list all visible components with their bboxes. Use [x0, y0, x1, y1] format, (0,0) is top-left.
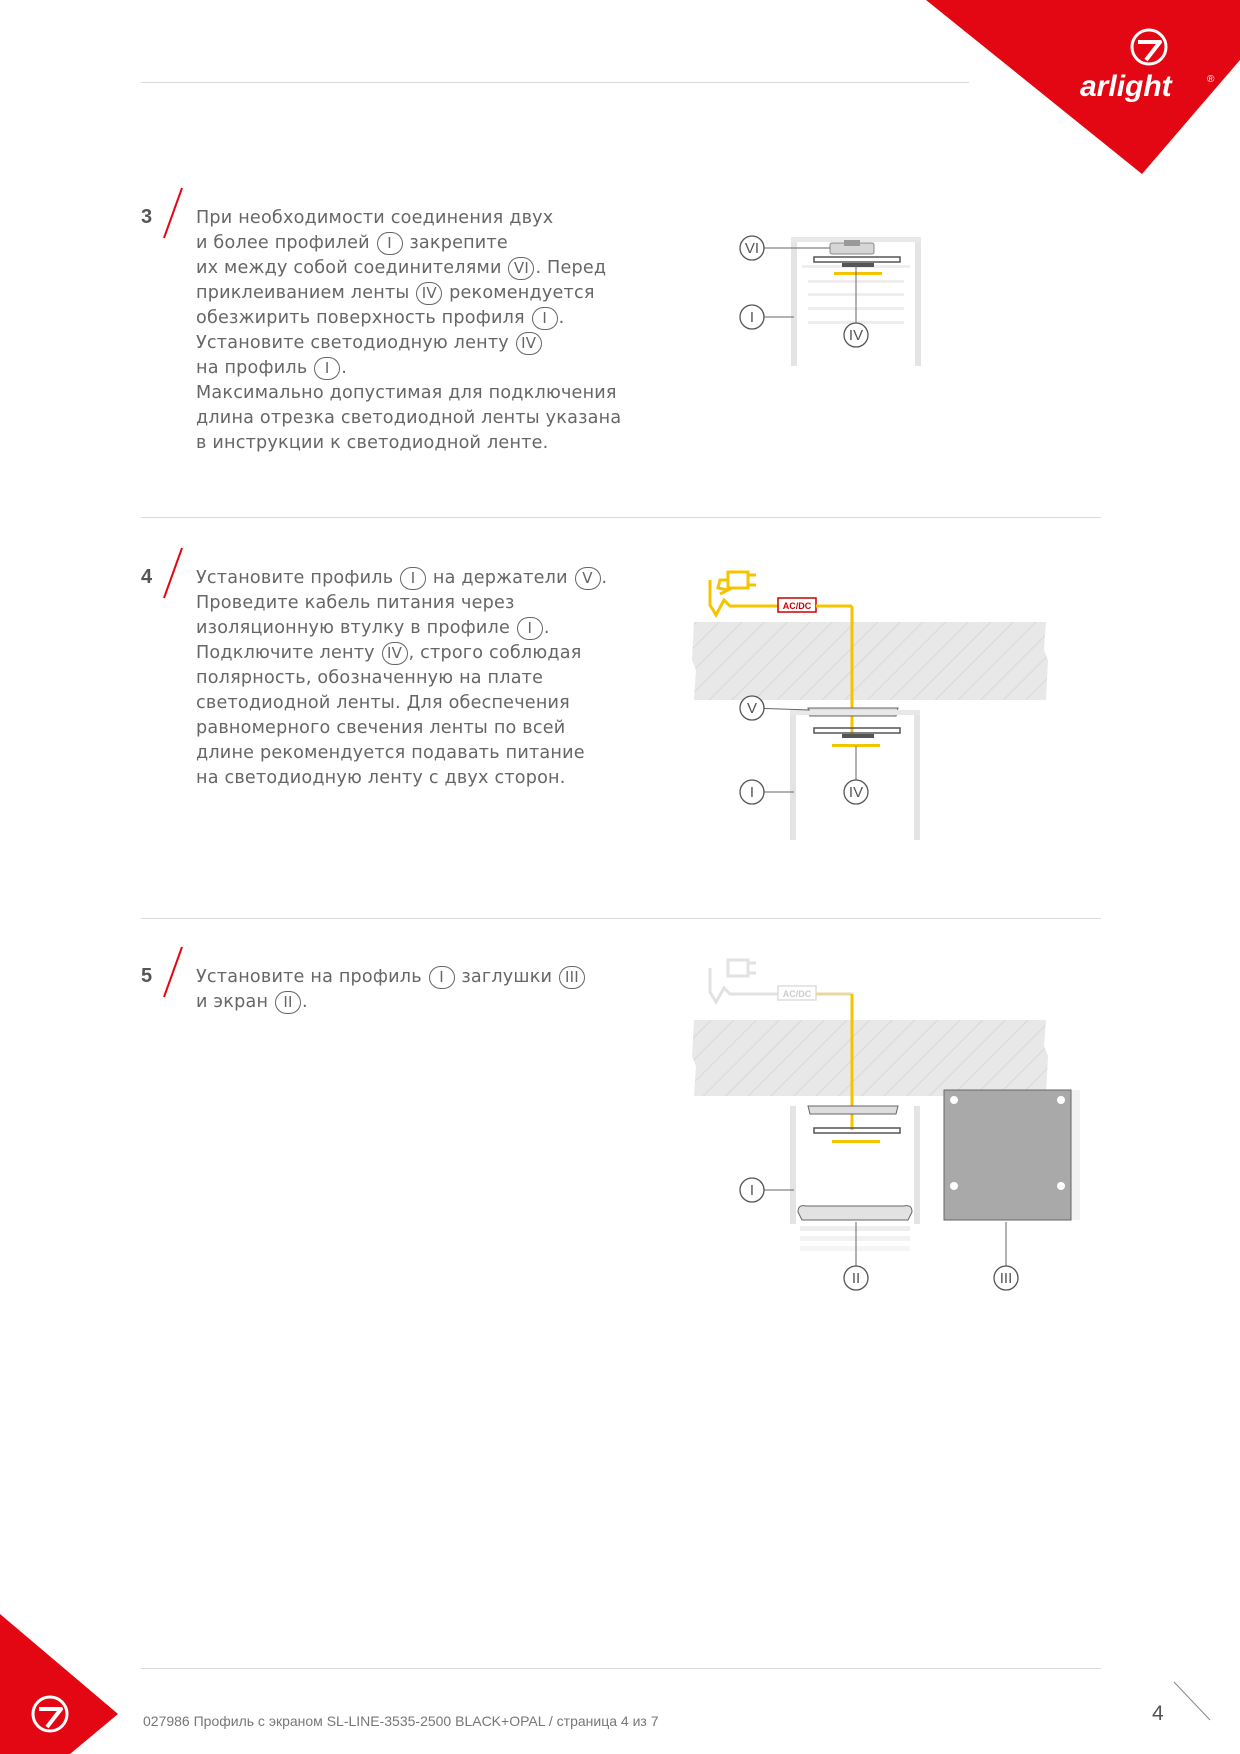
power-plug-icon [710, 572, 778, 615]
text-fragment: полярность, обозначенную на плате [196, 668, 544, 688]
text-fragment: . [558, 308, 565, 328]
step-3-text [196, 206, 621, 456]
callout-label: VI [744, 240, 760, 257]
section-divider [141, 517, 1101, 518]
text-line [196, 356, 621, 381]
callout-label: V [746, 700, 758, 717]
text-line [196, 716, 607, 741]
brand-registered-mark: ® [1207, 74, 1215, 85]
step-4-diagram [690, 560, 1050, 840]
inline-callout-ref: IV [516, 332, 542, 355]
callout-label: III [999, 1270, 1013, 1287]
text-fragment: . Перед [535, 258, 607, 278]
callout-III [994, 1266, 1018, 1290]
inline-callout-ref: VI [508, 257, 534, 280]
text-fragment: . [341, 358, 347, 378]
step-number: 5 [141, 965, 153, 987]
callout-I [740, 305, 764, 329]
text-line [196, 431, 621, 456]
text-fragment: изоляционную втулку в профиле [196, 618, 516, 638]
text-fragment: светодиодной ленты. Для обеспечения [196, 693, 570, 713]
callout-label: IV [848, 784, 864, 801]
text-fragment: . [601, 568, 608, 588]
text-fragment: длина отрезка светодиодной ленты указана [196, 408, 622, 428]
acdc-label: AC/DC [782, 989, 812, 999]
inline-callout-ref: I [377, 232, 403, 255]
text-line [196, 666, 607, 691]
text-fragment: Проведите кабель питания через [196, 593, 515, 613]
text-fragment: , строго соблюдая [408, 643, 582, 663]
text-line [196, 766, 607, 791]
page-number: 4 [1152, 1702, 1164, 1725]
inline-callout-ref: IV [416, 282, 442, 305]
text-fragment: Установите профиль [196, 568, 400, 588]
inline-callout-ref: I [400, 567, 426, 590]
inline-callout-ref: I [517, 617, 543, 640]
callout-label: I [749, 784, 755, 801]
callout-V [740, 696, 764, 720]
text-line [196, 256, 621, 281]
text-line [196, 990, 586, 1015]
end-cap [944, 1090, 1071, 1220]
step-4-text [196, 566, 607, 791]
text-line [196, 741, 607, 766]
text-line [196, 591, 607, 616]
text-fragment: закрепите [403, 233, 508, 253]
text-fragment: Установите на профиль [196, 967, 428, 987]
text-fragment: равномерного свечения ленты по всей [196, 718, 566, 738]
callout-II [844, 1266, 868, 1290]
text-fragment: заглушки [455, 967, 558, 987]
step-number: 3 [141, 206, 153, 228]
text-fragment: и экран [196, 992, 274, 1012]
step-3-diagram [730, 225, 930, 370]
text-fragment: на профиль [196, 358, 314, 378]
text-fragment: длине рекомендуется подавать питание [196, 743, 585, 763]
text-line [196, 641, 607, 666]
text-fragment: рекомендуется [443, 283, 595, 303]
step-slash-icon [160, 546, 186, 600]
footer-rule [141, 1668, 1101, 1669]
text-fragment: обезжирить поверхность профиля [196, 308, 531, 328]
brand-corner-bottom [0, 1614, 120, 1754]
text-fragment: в инструкции к светодиодной ленте. [196, 433, 549, 453]
callout-IV [844, 780, 868, 804]
text-line [196, 281, 621, 306]
footer-text: 027986 Профиль с экраном SL-LINE-3535-2500 BLACK+OPAL / страница 4 из 7 [143, 1713, 659, 1729]
callout-label: I [749, 1182, 755, 1199]
text-line [196, 331, 621, 356]
text-fragment: приклеиванием ленты [196, 283, 416, 303]
text-fragment: на держатели [427, 568, 574, 588]
text-fragment: . [543, 618, 550, 638]
inline-callout-ref: IV [382, 642, 408, 665]
acdc-label: AC/DC [782, 601, 812, 611]
callout-VI [740, 236, 764, 260]
callout-label: I [749, 309, 755, 326]
brand-corner-top [920, 0, 1240, 176]
section-divider [141, 918, 1101, 919]
text-line [196, 231, 621, 256]
brand-logo-text: arlight [1080, 70, 1172, 103]
step-5-text [196, 965, 586, 1015]
text-fragment: При необходимости соединения двух [196, 208, 554, 228]
callout-label: IV [848, 327, 864, 344]
step-5-diagram [690, 950, 1140, 1300]
page-corner-slash-icon [1172, 1680, 1212, 1724]
text-line [196, 206, 621, 231]
text-fragment: Подключите ленту [196, 643, 381, 663]
text-line [196, 306, 621, 331]
text-line [196, 691, 607, 716]
text-fragment: и более профилей [196, 233, 376, 253]
text-line [196, 616, 607, 641]
power-plug-icon [710, 960, 778, 1002]
inline-callout-ref: V [575, 567, 601, 590]
inline-callout-ref: II [275, 991, 301, 1014]
step-number: 4 [141, 566, 153, 588]
text-line [196, 406, 621, 431]
callout-I [740, 780, 764, 804]
inline-callout-ref: I [532, 307, 558, 330]
inline-callout-ref: I [429, 966, 455, 989]
step-slash-icon [160, 945, 186, 999]
text-line [196, 965, 586, 990]
inline-callout-ref: III [559, 966, 585, 989]
text-fragment: . [301, 992, 308, 1012]
step-slash-icon [160, 186, 186, 240]
inline-callout-ref: I [314, 357, 340, 380]
text-line [196, 381, 621, 406]
text-fragment: их между собой соединителями [196, 258, 508, 278]
callout-IV [844, 323, 868, 347]
text-fragment: Максимально допустимая для подключения [196, 383, 617, 403]
callout-I [740, 1178, 764, 1202]
top-rule [141, 82, 969, 83]
callout-label: II [851, 1270, 861, 1287]
text-line [196, 566, 607, 591]
text-fragment: на светодиодную ленту с двух сторон. [196, 768, 566, 788]
text-fragment: Установите светодиодную ленту [196, 333, 515, 353]
